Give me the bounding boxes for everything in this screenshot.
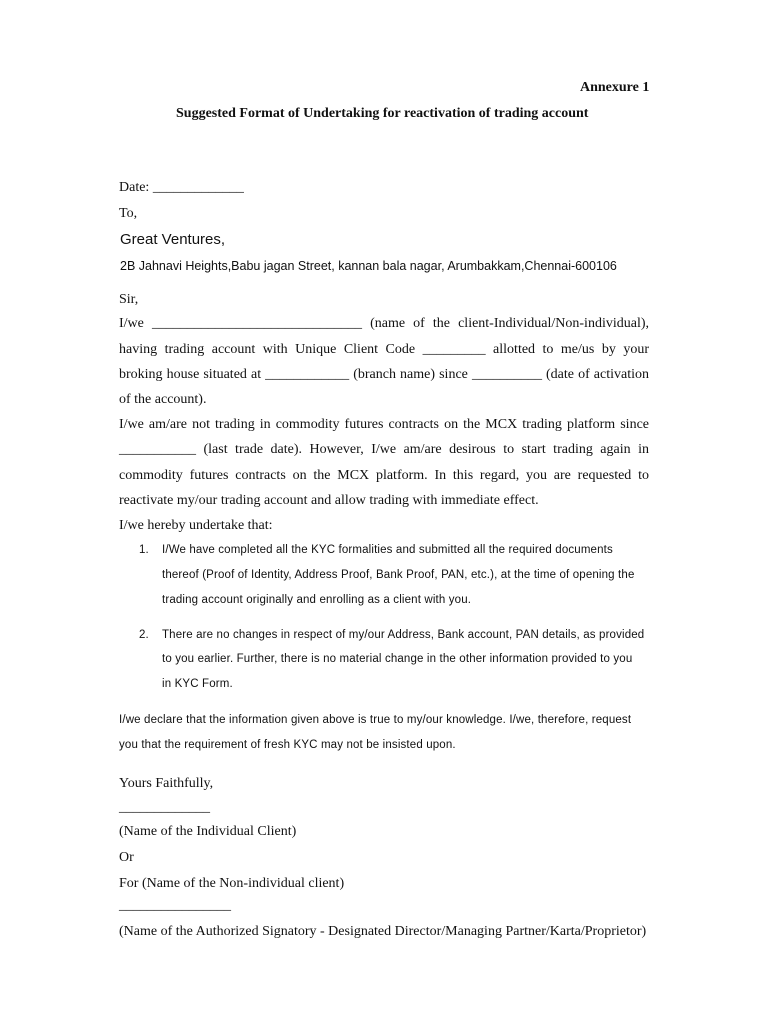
body-line-6: ___________ (last trade date). However, I/we am/are desirous to start trading again in: [119, 442, 649, 457]
individual-client-label: (Name of the Individual Client): [119, 824, 297, 839]
undertaking-2-line-1: There are no changes in respect of my/our Address, Bank account, PAN details, as provided: [162, 629, 645, 641]
body-line-8: reactivate my/our trading account and allow trading with immediate effect.: [119, 493, 539, 508]
authorized-signatory-label: (Name of the Authorized Signatory - Designated Director/Managing Partner/Karta/Proprietor): [119, 924, 647, 939]
undertaking-1-line-1: I/We have completed all the KYC formalities and submitted all the required documents: [162, 544, 613, 556]
undertaking-2-line-3: in KYC Form.: [162, 678, 233, 690]
undertaking-1-line-2: thereof (Proof of Identity, Address Proof, Bank Proof, PAN, etc.), at the time of opening the: [162, 569, 635, 581]
signature-line-2: ________________: [119, 898, 231, 913]
declaration-line-2: you that the requirement of fresh KYC may not be insisted upon.: [119, 739, 456, 751]
annexure-label: Annexure 1: [580, 80, 650, 95]
to-label: To,: [119, 206, 138, 221]
or-label: Or: [119, 850, 134, 865]
undertaking-2-number: 2.: [139, 629, 149, 641]
non-individual-label: For (Name of the Non-individual client): [119, 876, 345, 891]
body-line-1: I/we ______________________________ (name of the client-Individual/Non-individual),: [119, 316, 649, 331]
body-line-4: of the account).: [119, 392, 207, 407]
body-line-3: broking house situated at ____________ (branch name) since __________ (date of activation: [119, 367, 649, 382]
declaration-line-1: I/we declare that the information given above is true to my/our knowledge. I/we, therefore, request: [119, 714, 632, 726]
date-field: Date: _____________: [119, 180, 244, 195]
body-line-2: having trading account with Unique Client Code _________ allotted to me/us by your: [119, 342, 649, 357]
closing: Yours Faithfully,: [119, 776, 214, 791]
signature-line-1: _____________: [119, 800, 210, 815]
company-name: Great Ventures,: [120, 231, 226, 248]
company-address: 2B Jahnavi Heights,Babu jagan Street, kannan bala nagar, Arumbakkam,Chennai-600106: [120, 259, 617, 273]
undertaking-2-line-2: to you earlier. Further, there is no material change in the other information provided to you: [162, 653, 633, 665]
body-line-9: I/we hereby undertake that:: [119, 518, 273, 533]
salutation: Sir,: [119, 292, 139, 307]
undertaking-1-line-3: trading account originally and enrolling as a client with you.: [162, 594, 472, 606]
body-line-5: I/we am/are not trading in commodity futures contracts on the MCX trading platform since: [119, 417, 649, 432]
document-title: Suggested Format of Undertaking for reactivation of trading account: [176, 106, 589, 121]
undertaking-1-number: 1.: [139, 544, 149, 556]
body-line-7: commodity futures contracts on the MCX platform. In this regard, you are requested to: [119, 468, 649, 483]
